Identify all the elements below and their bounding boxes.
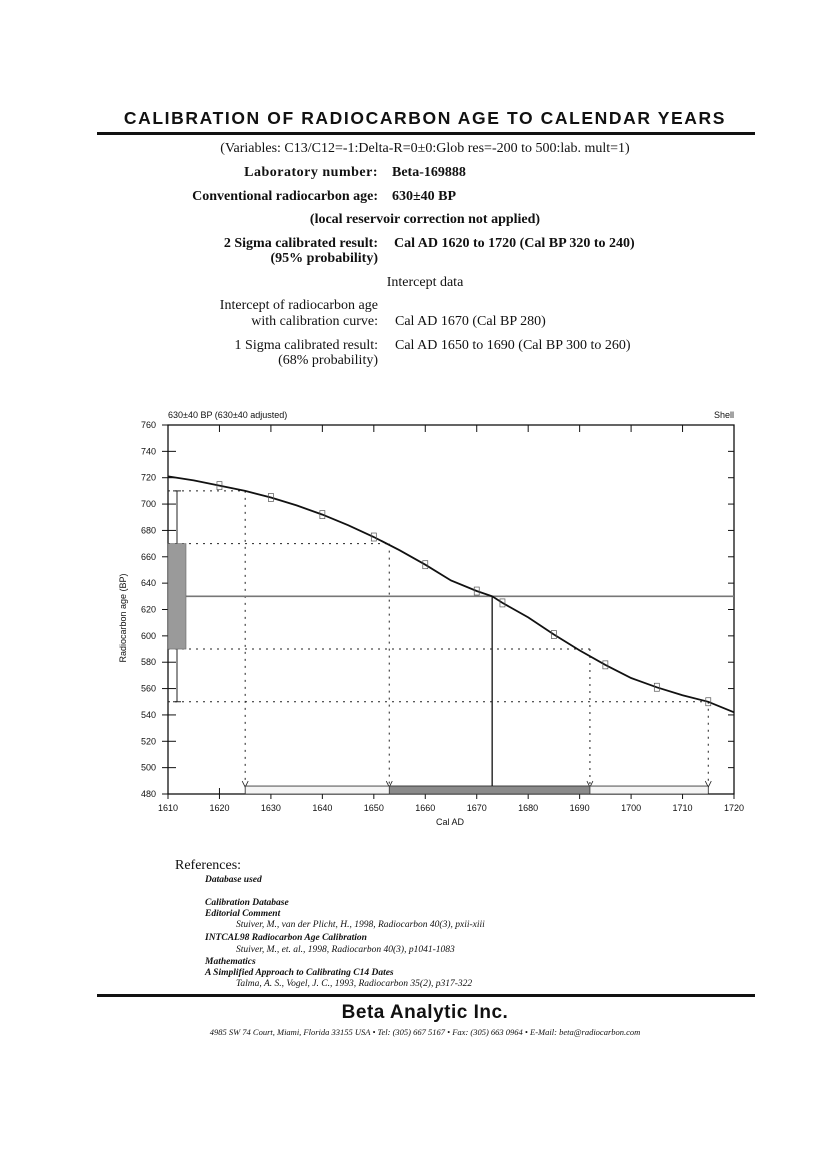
x-tick-label: 1660 — [415, 803, 436, 813]
y-tick-label: 720 — [140, 472, 156, 483]
y-tick-label: 600 — [140, 630, 156, 641]
reservoir-note: (local reservoir correction not applied) — [309, 212, 541, 227]
ref-intcal-citation: Stuiver, M., et. al., 1998, Radiocarbon 40(3), p1041-1083 — [236, 945, 455, 955]
y-tick-label: 700 — [140, 499, 156, 510]
chart-y-axis-label: Radiocarbon age (BP) — [118, 573, 128, 663]
sigma1-age-box — [168, 544, 186, 649]
company-address: 4985 SW 74 Court, Miami, Florida 33155 USA • Tel: (305) 667 5167 • Fax: (305) 663 0964 • E-Mail: beta@radiocarbon.com — [209, 1027, 641, 1037]
y-tick-label: 660 — [140, 551, 156, 562]
ref-simplified-approach: A Simplified Approach to Calibrating C14 Dates — [205, 968, 394, 978]
sigma1-probability: (68% probability) — [278, 353, 378, 368]
x-tick-label: 1670 — [466, 803, 487, 813]
footer-rule — [97, 994, 755, 997]
sigma2-value: Cal AD 1620 to 1720 (Cal BP 320 to 240) — [394, 236, 635, 251]
chart-x-axis-label: Cal AD — [435, 817, 465, 827]
chart-top-left-label: 630±40 BP (630±40 adjusted) — [168, 410, 288, 420]
ref-mathematics: Mathematics — [205, 957, 256, 967]
x-tick-label: 1680 — [518, 803, 539, 813]
intercept-label-1: Intercept of radiocarbon age — [219, 298, 378, 313]
ref-database-used: Database used — [205, 875, 262, 885]
x-tick-label: 1700 — [621, 803, 642, 813]
age-value: 630±40 BP — [392, 189, 457, 204]
ref-approach-citation: Talma, A. S., Vogel, J. C., 1993, Radiocarbon 35(2), p317-322 — [236, 979, 473, 989]
x-tick-label: 1650 — [363, 803, 384, 813]
calibration-chart — [0, 400, 826, 840]
y-tick-label: 740 — [140, 446, 156, 457]
page-title: CALIBRATION OF RADIOCARBON AGE TO CALENDAR YEARS — [123, 108, 727, 128]
sigma1-value: Cal AD 1650 to 1690 (Cal BP 300 to 260) — [395, 338, 631, 353]
y-tick-label: 620 — [140, 604, 156, 615]
header-rule — [97, 132, 755, 135]
y-tick-label: 500 — [140, 762, 156, 773]
y-tick-label: 680 — [140, 525, 156, 536]
ref-calibration-database: Calibration Database — [205, 898, 289, 908]
lab-number-label: Laboratory number: — [244, 165, 378, 180]
y-tick-label: 540 — [140, 709, 156, 720]
references-heading: References: — [175, 858, 242, 873]
y-tick-label: 760 — [140, 420, 156, 430]
sigma1-label: 1 Sigma calibrated result: — [234, 338, 378, 353]
sigma1-calendar-bar — [389, 786, 590, 794]
x-tick-label: 1620 — [209, 803, 230, 813]
intercept-value: Cal AD 1670 (Cal BP 280) — [395, 314, 546, 329]
sigma2-probability: (95% probability) — [270, 251, 378, 266]
age-label: Conventional radiocarbon age: — [192, 189, 378, 204]
y-tick-label: 480 — [140, 789, 156, 799]
ref-editorial-citation: Stuiver, M., van der Plicht, H., 1998, Radiocarbon 40(3), pxii-xiii — [236, 920, 485, 930]
intercept-heading: Intercept data — [386, 275, 464, 290]
sigma2-label: 2 Sigma calibrated result: — [223, 236, 378, 251]
y-tick-label: 580 — [140, 657, 156, 668]
lab-number-value: Beta-169888 — [392, 165, 466, 180]
plot-frame — [168, 425, 734, 794]
ref-intcal: INTCAL98 Radiocarbon Age Calibration — [205, 933, 367, 943]
x-tick-label: 1640 — [312, 803, 333, 813]
x-tick-label: 1720 — [723, 803, 745, 813]
variables-line: (Variables: C13/C12=-1:Delta-R=0±0:Glob res=-200 to 500:lab. mult=1) — [220, 141, 630, 156]
y-tick-label: 520 — [140, 736, 156, 747]
x-tick-label: 1630 — [260, 803, 281, 813]
calibration-curve — [168, 476, 734, 712]
x-tick-label: 1610 — [157, 803, 179, 813]
y-tick-label: 560 — [140, 683, 156, 694]
x-tick-label: 1710 — [672, 803, 693, 813]
ref-editorial-comment: Editorial Comment — [205, 909, 281, 919]
chart-top-right-label: Shell — [713, 410, 734, 420]
intercept-label-2: with calibration curve: — [251, 314, 378, 329]
company-name: Beta Analytic Inc. — [341, 1002, 509, 1023]
y-tick-label: 640 — [140, 578, 156, 589]
x-tick-label: 1690 — [569, 803, 590, 813]
